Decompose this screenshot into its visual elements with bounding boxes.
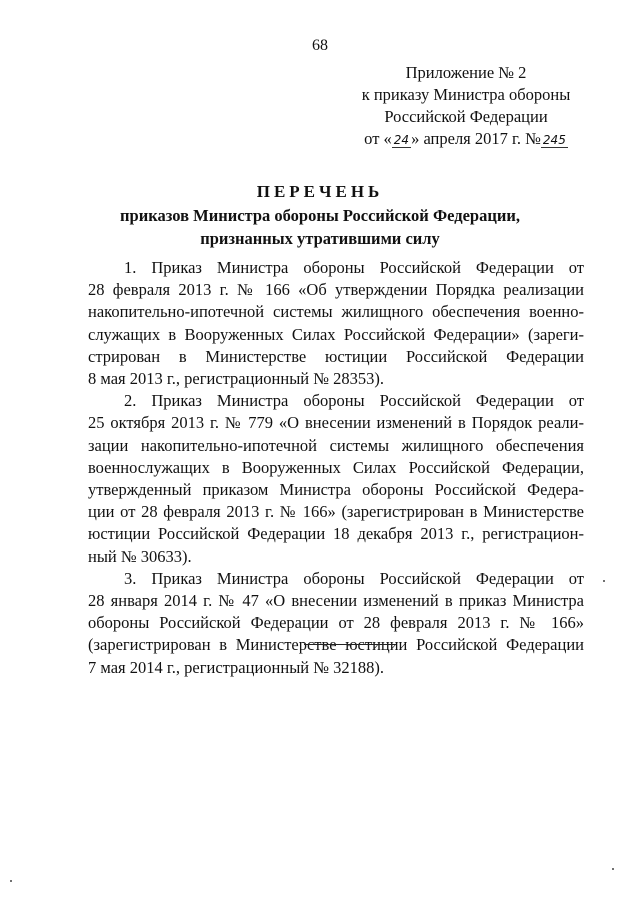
text-line: обороны Российской Федерации от 28 февраля 2013 г. № 166» (88, 613, 584, 633)
end-divider (304, 644, 396, 645)
scan-speck (10, 880, 12, 882)
text-line: юстиции Российской Федерации 18 декабря 2013 г., регистрацион- (88, 524, 584, 544)
document-body (88, 257, 584, 679)
document-subtitle-line-2: признанных утратившими силу (200, 229, 440, 248)
text-line: накопительно-ипотечной системы жилищного обеспечения военно- (88, 302, 584, 322)
text-line: (зарегистрирован в Министерстве юстиции Российской Федерации (88, 635, 584, 655)
document-title: ПЕРЕЧЕНЬ (256, 182, 384, 201)
text-line: 28 февраля 2013 г. № 166 «Об утверждении Порядка реализации (88, 280, 584, 300)
text-line: 25 октября 2013 г. № 779 «О внесении изменений в Порядок реали- (88, 413, 584, 433)
scan-speck (612, 868, 614, 870)
appendix-line-2: к приказу Министра обороны (361, 85, 571, 104)
list-item-1 (88, 257, 584, 390)
text-line: 28 января 2014 г. № 47 «О внесении изменений в приказ Министра (88, 591, 584, 611)
appendix-line-1: Приложение № 2 (405, 63, 527, 82)
list-item-3 (88, 568, 584, 679)
appendix-header (346, 62, 586, 150)
text-line: служащих в Вооруженных Силах Российской Федерации» (зареги- (88, 324, 584, 344)
document-title-block (0, 180, 640, 250)
text-line: стрирован в Министерстве юстиции Российской Федерации (88, 346, 584, 366)
list-item-2 (88, 390, 584, 568)
text-line: 1. Приказ Министра обороны Российской Федерации от (124, 258, 584, 277)
appendix-line-3: Российской Федерации (384, 107, 548, 126)
text-line: утвержденный приказом Министра обороны Российской Федера- (88, 480, 584, 500)
handwritten-order-number: 245 (542, 133, 566, 147)
handwritten-day: 24 (393, 133, 410, 147)
text-line: 7 мая 2014 г., регистрационный № 32188). (88, 657, 384, 677)
text-line: зации накопительно-ипотечной системы жилищного обеспечения (88, 435, 584, 455)
date-middle: » апреля 2017 г. № (411, 129, 541, 148)
text-line: 2. Приказ Министра обороны Российской Федерации от (124, 391, 584, 411)
text-line: 8 мая 2013 г., регистрационный № 28353). (88, 369, 384, 389)
text-line: ный № 30633). (88, 546, 192, 566)
date-prefix: от « (364, 129, 392, 148)
text-line: ции от 28 февраля 2013 г. № 166» (зарегистрирован в Министерстве (88, 502, 584, 522)
text-line: 3. Приказ Министра обороны Российской Федерации от (124, 568, 584, 588)
appendix-date-line (346, 128, 586, 150)
scan-speck (603, 580, 605, 582)
text-line: военнослужащих в Вооруженных Силах Российской Федерации, (88, 457, 584, 477)
page-number: 68 (312, 37, 328, 54)
document-subtitle-line-1: приказов Министра обороны Российской Федерации, (120, 206, 520, 225)
